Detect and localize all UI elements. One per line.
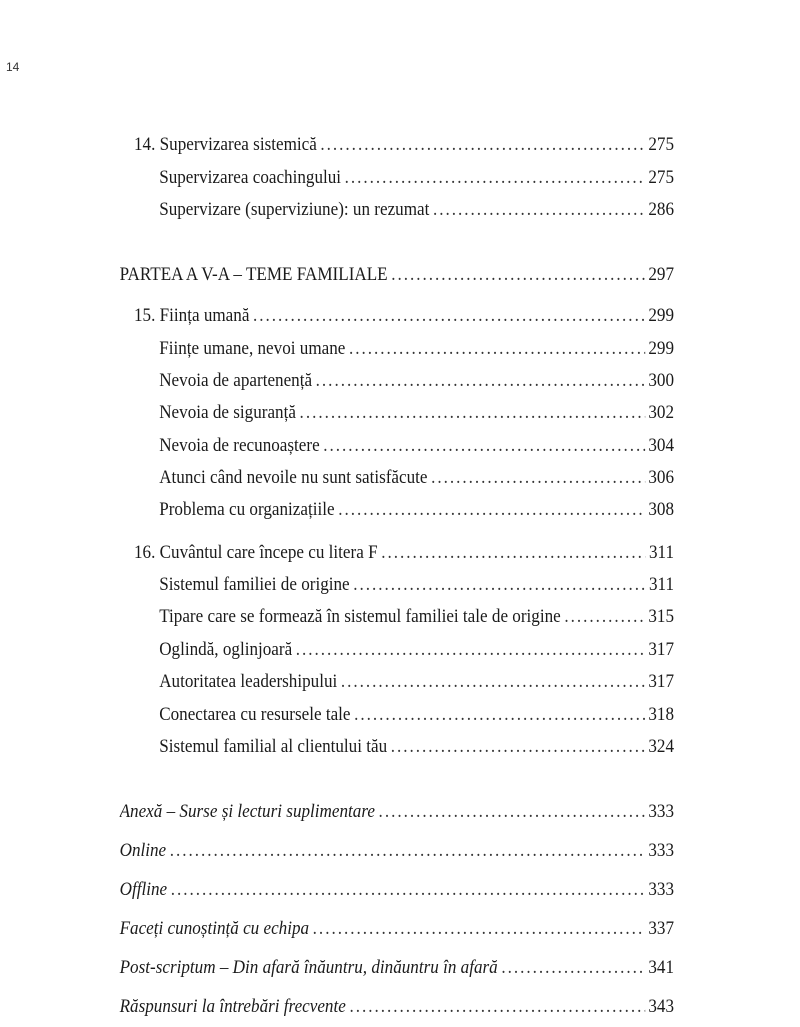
- dot-leader: [300, 401, 645, 425]
- toc-entry-label: Sistemul familiei de origine: [159, 574, 350, 595]
- toc-entry-chapter-14[interactable]: [134, 133, 674, 157]
- dot-leader: [353, 573, 645, 597]
- toc-entry-page: 333: [648, 801, 674, 822]
- toc-entry-label: Ființe umane, nevoi umane: [159, 338, 346, 359]
- dot-leader: [354, 703, 645, 727]
- toc-entry[interactable]: [159, 498, 674, 522]
- toc-entry[interactable]: [159, 401, 674, 425]
- toc-entry-page: 317: [648, 671, 674, 692]
- dot-leader: [296, 638, 645, 662]
- dot-leader: [349, 995, 644, 1019]
- toc-entry-label: 15. Ființa umană: [134, 305, 250, 326]
- toc-entry-label: Sistemul familial al clientului tău: [159, 736, 388, 757]
- toc-entry-label: Atunci când nevoile nu sunt satisfăcute: [159, 467, 428, 488]
- toc-entry-page: 311: [648, 542, 674, 563]
- toc-entry-page: 299: [648, 305, 674, 326]
- dot-leader: [501, 956, 644, 980]
- toc-entry-page: 300: [648, 370, 674, 391]
- toc-entry[interactable]: [159, 434, 674, 458]
- toc-entry-page: 304: [648, 435, 674, 456]
- toc-entry-page: 343: [648, 996, 674, 1017]
- toc-entry-page: 275: [648, 167, 674, 188]
- toc-entry-label: PARTEA A V-A – TEME FAMILIALE: [119, 264, 388, 285]
- toc-entry[interactable]: [159, 369, 674, 393]
- toc-entry-page: 324: [648, 736, 674, 757]
- toc-entry-page: 317: [648, 639, 674, 660]
- page-number: 14: [6, 60, 20, 74]
- toc-entry-label: Faceți cunoștință cu echipa: [119, 918, 310, 939]
- toc-entry-page: 337: [648, 918, 674, 939]
- toc-entry-page: 315: [648, 606, 674, 627]
- toc-entry-page: 275: [648, 134, 674, 155]
- toc-entry-page: 318: [648, 704, 674, 725]
- dot-leader: [170, 839, 645, 863]
- dot-leader: [564, 605, 644, 629]
- toc-entry-label: Supervizare (superviziune): un rezumat: [159, 199, 430, 220]
- toc-entry[interactable]: [159, 198, 674, 222]
- toc-entry-page: 297: [648, 264, 674, 285]
- toc-entry-page: 302: [648, 402, 674, 423]
- dot-leader: [431, 466, 645, 490]
- toc-entry-appendix[interactable]: [120, 800, 674, 824]
- toc-entry[interactable]: [159, 466, 674, 490]
- toc-entry-label: Nevoia de siguranță: [159, 402, 296, 423]
- dot-leader: [341, 670, 645, 694]
- dot-leader: [313, 917, 645, 941]
- toc-entry-label: 14. Supervizarea sistemică: [134, 134, 317, 155]
- toc-entry-page: 286: [648, 199, 674, 220]
- toc-entry-page: 333: [648, 879, 674, 900]
- toc-entry-page: 306: [648, 467, 674, 488]
- dot-leader: [391, 263, 645, 287]
- toc-entry-page: 341: [648, 957, 674, 978]
- toc-entry[interactable]: [159, 573, 674, 597]
- toc-entry[interactable]: [159, 735, 674, 759]
- toc-entry-label: Offline: [119, 879, 168, 900]
- toc-entry-label: Nevoia de apartenență: [159, 370, 313, 391]
- dot-leader: [391, 735, 645, 759]
- toc-entry-label: 16. Cuvântul care începe cu litera F: [134, 542, 378, 563]
- toc-entry-page: 333: [648, 840, 674, 861]
- dot-leader: [171, 878, 645, 902]
- toc-entry[interactable]: [159, 166, 674, 190]
- dot-leader: [323, 434, 644, 458]
- dot-leader: [379, 800, 645, 824]
- toc-entry-label: Online: [119, 840, 167, 861]
- dot-leader: [381, 541, 645, 565]
- toc-entry-label: Anexă – Surse și lecturi suplimentare: [119, 801, 375, 822]
- toc-entry-label: Nevoia de recunoaștere: [159, 435, 320, 456]
- toc-entry[interactable]: [120, 956, 674, 980]
- dot-leader: [338, 498, 645, 522]
- toc-entry[interactable]: [159, 703, 674, 727]
- toc-entry-label: Oglindă, oglinjoară: [159, 639, 293, 660]
- toc-entry-part-5[interactable]: [120, 263, 674, 287]
- toc-entry-chapter-15[interactable]: [134, 304, 674, 328]
- toc-entry-label: Problema cu organizațiile: [159, 499, 335, 520]
- toc-entry[interactable]: [120, 995, 674, 1019]
- toc-entry-label: Răspunsuri la întrebări frecvente: [119, 996, 346, 1017]
- toc-entry[interactable]: [159, 638, 674, 662]
- toc-entry-label: Supervizarea coachingului: [159, 167, 342, 188]
- toc-entry[interactable]: [120, 878, 674, 902]
- dot-leader: [433, 198, 645, 222]
- dot-leader: [349, 337, 645, 361]
- dot-leader: [320, 133, 644, 157]
- toc-entry-label: Post-scriptum – Din afară înăuntru, dinăuntru în afară: [119, 957, 498, 978]
- toc-entry-label: Tipare care se formează în sistemul familiei tale de origine: [159, 606, 561, 627]
- toc-entry[interactable]: [159, 605, 674, 629]
- toc-entry[interactable]: [159, 670, 674, 694]
- toc-entry-page: 311: [648, 574, 674, 595]
- dot-leader: [345, 166, 645, 190]
- toc-entry-chapter-16[interactable]: [134, 541, 674, 565]
- toc-entry-label: Autoritatea leadershipului: [159, 671, 338, 692]
- dot-leader: [253, 304, 645, 328]
- dot-leader: [316, 369, 645, 393]
- toc-entry[interactable]: [159, 337, 674, 361]
- toc-entry-page: 308: [648, 499, 674, 520]
- toc-entry[interactable]: [120, 917, 674, 941]
- toc-entry-label: Conectarea cu resursele tale: [159, 704, 351, 725]
- toc-entry[interactable]: [120, 839, 674, 863]
- toc-entry-page: 299: [648, 338, 674, 359]
